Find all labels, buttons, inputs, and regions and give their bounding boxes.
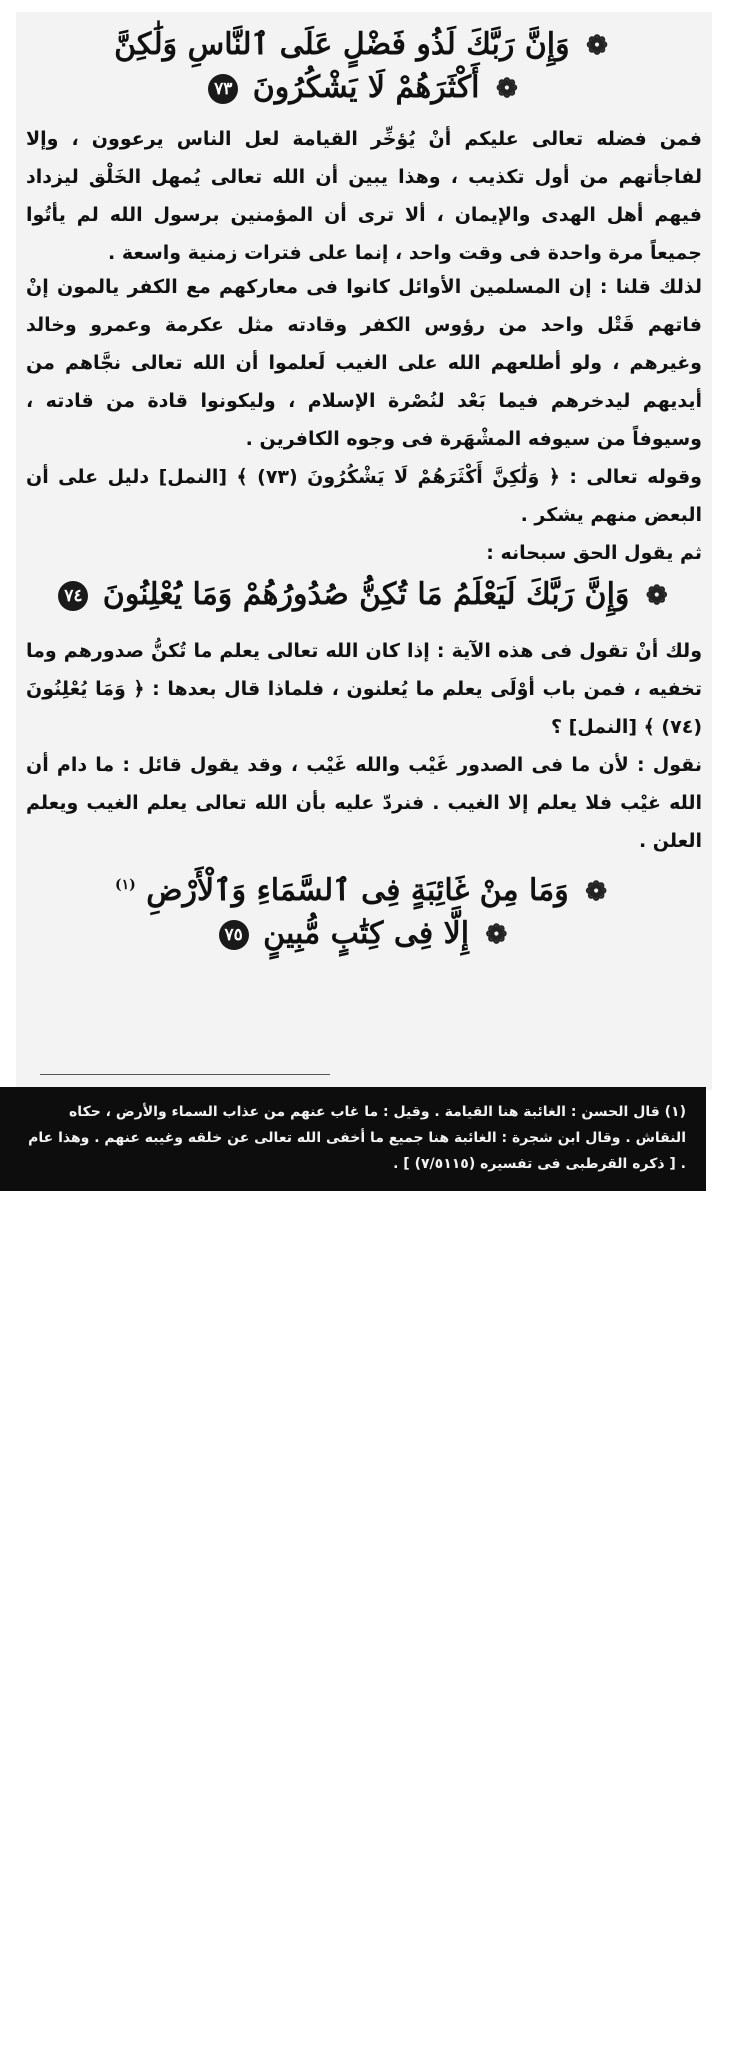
ayah-number-74: ٧٤ — [58, 581, 88, 611]
footnote-box: (١) قال الحسن : الغائبة هنا القيامة . وقيل : ما غاب عنهم من عذاب السماء والأرض ، حكاه النقاش . وقال ابن شجرة : الغائبة هنا جميع ما أخفى الله تعالى عن خلقه وغيبه عنهم . وهذا عام . [ ذكره القرطبى فى تفسيره (٧/٥١١٥) ] . — [0, 1087, 706, 1191]
paragraph-5: ولك أنْ تقول فى هذه الآية : إذا كان الله تعالى يعلم ما تُكنُّ صدورهم وما تخفيه ، فمن باب أوْلَى يعلم ما يُعلنون ، فلماذا قال بعدها : ﴿ وَمَا يُعْلِنُونَ (٧٤) ﴾ [النمل] ؟ — [26, 640, 702, 738]
verse-75 — [16, 864, 712, 956]
ornament-icon: ❁ — [585, 877, 607, 907]
ornament-icon: ❁ — [586, 31, 608, 61]
verse-73-line-1: وَإِنَّ رَبَّكَ لَذُو فَضْلٍ عَلَى ٱلنَّاسِ وَلَٰكِنَّ — [114, 27, 570, 62]
ornament-icon: ❁ — [645, 581, 668, 611]
ornament-icon: ❁ — [495, 74, 518, 104]
verse-73 — [16, 24, 712, 110]
verse-75-line-2: إِلَّا فِى كِتَٰبٍ مُّبِينٍ — [263, 916, 470, 951]
paragraph-4: ثم يقول الحق سبحانه : — [486, 542, 702, 564]
footnote-divider — [40, 1074, 330, 1075]
verse-75-line-1: وَمَا مِنْ غَائِبَةٍ فِى ٱلسَّمَاءِ وَٱلْأَرْضِ — [146, 873, 569, 908]
verse-74 — [16, 574, 712, 617]
verse-74-text: وَإِنَّ رَبَّكَ لَيَعْلَمُ مَا تُكِنُّ صُدُورُهُمْ وَمَا يُعْلِنُونَ — [102, 577, 630, 612]
scanned-page — [16, 12, 712, 1090]
ornament-icon: ❁ — [485, 920, 508, 950]
paragraph-2: لذلك قلنا : إن المسلمين الأوائل كانوا فى معاركهم مع الكفر يالمون إنْ فاتهم قَتْل واحد من رؤوس الكفر وقادته مثل عكرمة وعمرو وخالد وغيرهم ، ولو أطلعهم الله على الغيب لَعلموا أن الله تعالى نجَّاهم من أيديهم ليدخرهم فيما بَعْد لنُصْرة الإسلام ، وليكونوا قادة من قادته ، وسيوفاً من سيوفه المشْهَرة فى وجوه الكافرين . — [26, 276, 702, 450]
ayah-number-73: ٧٣ — [208, 74, 238, 104]
paragraph-6: نقول : لأن ما فى الصدور غَيْب والله غَيْب ، وقد يقول قائل : ما دام أن الله غيْب فلا يعلم إلا الغيب . فنردّ عليه بأن الله تعالى يعلم الغيب ويعلم العلن . — [26, 754, 702, 852]
ayah-number-75: ٧٥ — [219, 920, 249, 950]
verse-73-line-2: أَكْثَرَهُمْ لَا يَشْكُرُونَ — [252, 70, 480, 105]
paragraph-3: وقوله تعالى : ﴿ وَلَٰكِنَّ أَكْثَرَهُمْ لَا يَشْكُرُونَ (٧٣) ﴾ [النمل] دليل على أن البعض منهم يشكر . — [26, 466, 702, 526]
footnote-marker: (١) — [115, 877, 136, 893]
paragraph-1: فمن فضله تعالى عليكم أنْ يُؤخِّر القيامة لعل الناس يرعوون ، وإلا لفاجأتهم من أول تكذيب ، وهذا يبين أن الله تعالى يُمهل الخَلْق ليزداد فيهم أهل الهدى والإيمان ، ألا ترى أن المؤمنين برسول الله لم يأتُوا جميعاً مرة واحدة فى وقت واحد ، إنما على فترات زمنية واسعة . — [26, 128, 702, 264]
